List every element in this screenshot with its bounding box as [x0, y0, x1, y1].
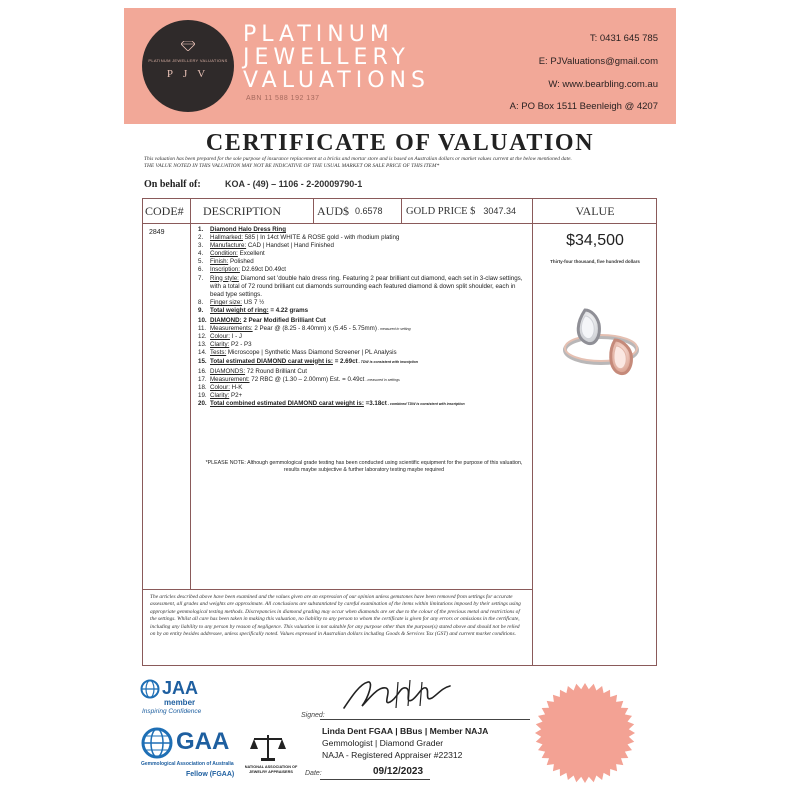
item-text — [210, 358, 418, 366]
item-label: Inscription: — [210, 266, 240, 274]
gaa-globe-icon — [141, 727, 173, 759]
item-number: 3. — [198, 242, 204, 250]
company-seal — [528, 676, 642, 790]
contact-web: W: www.bearbling.com.au — [548, 79, 658, 90]
item-number: 7. — [198, 274, 204, 282]
seal-shape — [535, 683, 635, 783]
item-label: Finish: — [210, 258, 229, 266]
aud-label: AUD$ — [317, 203, 349, 218]
item-number: 8. — [198, 298, 204, 306]
company-logo — [142, 20, 234, 112]
item-text — [210, 226, 286, 234]
item-text — [210, 333, 242, 341]
intro-line-1: This valuation has been prepared for the sole purpose of insurance replacement at a bricks and mortar store and is based on Australian dollars or market values current at the below mentioned date. — [144, 156, 572, 162]
item-number: 12. — [198, 333, 207, 341]
description-item — [198, 317, 530, 325]
item-detail: 2 Pear @ (8.25 - 8.40mm) x (5.45 - 5.75mm) — [252, 325, 377, 333]
aud-value: 0.6578 — [355, 206, 383, 216]
gaa-full-name: Gemmological Association of Australia — [141, 761, 234, 767]
item-text — [210, 317, 326, 325]
item-detail: P2+ — [229, 391, 243, 399]
description-item — [198, 368, 530, 376]
description-item — [198, 258, 530, 266]
item-note: - TDW is consistent with inscription — [357, 359, 418, 364]
description-item — [198, 266, 530, 274]
item-number: 5. — [198, 258, 204, 266]
item-number: 18. — [198, 383, 207, 391]
table-divider-code — [190, 199, 191, 589]
item-code: 2849 — [149, 229, 165, 236]
description-item — [198, 242, 530, 250]
item-label: Condition: — [210, 250, 238, 258]
item-detail: P2 - P3 — [229, 341, 252, 349]
valuation-date: 09/12/2023 — [373, 766, 424, 777]
item-number: 6. — [198, 266, 204, 274]
item-detail: 72 RBC @ (1.30 – 2.00mm) Est. = 0.49ct — [249, 375, 365, 383]
diamond-icon — [181, 41, 195, 51]
item-detail: Microscope | Synthetic Mass Diamond Screener | PL Analysis — [226, 349, 397, 357]
abn-number: ABN 11 588 192 137 — [246, 95, 320, 102]
description-item — [198, 358, 530, 366]
item-label: Diamond Halo Dress Ring — [210, 226, 286, 233]
table-footer-rule — [142, 589, 533, 590]
item-detail: = 4.22 grams — [268, 306, 309, 314]
item-detail: I - J — [229, 333, 242, 341]
description-item — [198, 325, 530, 333]
item-label: Tests: — [210, 349, 227, 357]
brand-line-2: JEWELLERY — [243, 45, 410, 70]
table-divider-desc — [313, 199, 314, 223]
item-detail: US 7 ½ — [241, 298, 265, 306]
testing-note — [198, 460, 530, 474]
item-label: Hallmarked: — [210, 234, 244, 242]
item-label: Colour: — [210, 383, 230, 391]
item-label: Measurements: — [210, 325, 253, 333]
item-number: 15. — [198, 357, 207, 365]
signed-label: Signed: — [301, 712, 325, 719]
item-text — [210, 325, 411, 333]
item-number: 10. — [198, 317, 207, 325]
item-text — [210, 349, 397, 357]
item-text — [210, 242, 334, 250]
gold-value: 3047.34 — [483, 206, 516, 216]
description-item — [198, 349, 530, 357]
item-detail: 72 Round Brilliant Cut — [245, 367, 307, 375]
appraiser-registration: NAJA - Registered Appraiser #22312 — [322, 750, 463, 760]
contact-address: A: PO Box 1511 Beenleigh @ 4207 — [509, 101, 658, 112]
header-code: CODE# — [145, 203, 184, 218]
item-text — [210, 307, 308, 315]
item-label: Clarity: — [210, 391, 230, 399]
item-text — [210, 250, 265, 258]
contact-email: E: PJValuations@gmail.com — [538, 56, 658, 67]
description-item — [198, 341, 530, 349]
behalf-label: On behalf of: — [144, 179, 201, 190]
disclaimer-text: The articles described above have been examined and the values given are an expression of our opinion unless gemstones have been removed from settings for accurate assessment, all grades and weights are approximate. All conclusions are substantiated by careful examination of the items within limitations imposed by their settings using appropriate gemmological testing methods. Discrepancies in diamond grading may occur when diamonds are set due to the colour of the precious metal and restrictions of the settings. Whilst all care has been taken in making this valuation, no liability to any person to whom the certificate is given for any errors or omissions in the certificate, including any liability to any person by reason of negligence. This valuation is not suitable for any purpose other than the purpose(s) stated above and should not be relied on by an entity besides addressee, unless specifically noted. Values expressed in Australian dollars including Goods & Services Tax (GST) and current market conditions. — [150, 594, 521, 638]
item-detail: D2.69ct D0.49ct — [239, 266, 287, 274]
item-detail: = 2.69ct — [332, 357, 358, 365]
contact-phone: T: 0431 645 785 — [589, 33, 658, 44]
item-label: Colour: — [210, 333, 230, 341]
description-item — [198, 234, 530, 242]
item-text — [210, 258, 254, 266]
item-detail: Polished — [228, 258, 254, 266]
item-label: Ring style: — [210, 274, 239, 282]
item-label: DIAMONDS: — [210, 367, 246, 375]
table-divider-value — [532, 199, 533, 666]
jaa-tagline: Inspiring Confidence — [142, 708, 202, 715]
item-text — [210, 234, 399, 242]
table-header-rule — [142, 223, 657, 224]
item-number: 4. — [198, 250, 204, 258]
item-text — [210, 392, 242, 400]
description-list — [198, 226, 530, 408]
item-label: Clarity: — [210, 341, 230, 349]
jaa-logo-text: JAA — [162, 678, 199, 698]
date-line — [320, 779, 430, 780]
description-item — [198, 299, 530, 307]
brand-line-1: PLATINUM — [243, 22, 394, 47]
logo-top-text: PLATINUM JEWELLERY VALUATIONS — [148, 58, 228, 63]
description-item — [198, 376, 530, 384]
valuation-amount: $34,500 — [566, 232, 624, 249]
item-number: 16. — [198, 367, 207, 375]
scales-icon — [248, 733, 288, 763]
item-number: 20. — [198, 399, 207, 407]
item-number: 1. — [198, 226, 204, 233]
signature-image — [338, 676, 456, 714]
intro-line-2: THE VALUE NOTED IN THIS VALUATION MAY NOT BE INDICATIVE OF THE USUAL MARKET OR SALE PRICE OF THIS ITEM* — [144, 163, 440, 169]
certificate-title: CERTIFICATE OF VALUATION — [205, 130, 595, 156]
description-item — [198, 400, 530, 408]
item-detail: CAD | Handset | Hand Finished — [246, 242, 334, 250]
description-item — [198, 275, 530, 299]
item-number: 9. — [198, 306, 204, 314]
jaa-member: member — [164, 698, 196, 707]
item-label: Total combined estimated DIAMOND carat weight is: — [210, 399, 364, 407]
item-text — [210, 266, 286, 274]
description-item — [198, 392, 530, 400]
ring-photo — [555, 288, 651, 390]
date-label: Date: — [305, 770, 322, 777]
testing-note-line-2: results maybe subjective & further laboratory testing maybe required — [283, 467, 445, 473]
gaa-fellow: Fellow (FGAA) — [186, 771, 235, 778]
description-item — [198, 250, 530, 258]
description-item — [198, 333, 530, 341]
table-divider-aud — [401, 199, 402, 223]
item-text — [210, 341, 252, 349]
appraiser-name: Linda Dent FGAA | BBus | Member NAJA — [322, 726, 489, 736]
item-label: DIAMOND: — [210, 317, 242, 325]
item-note: - measured in settings — [364, 377, 400, 382]
header-aud — [317, 199, 401, 223]
item-number: 19. — [198, 391, 207, 399]
item-note: - combined TDW is consistent with inscription — [386, 401, 465, 406]
item-label: Total weight of ring: — [210, 306, 269, 314]
testing-note-line-1: *PLEASE NOTE: Although gemmological grade testing has been conducted using scientific equipment for the purpose of this valuation, — [205, 460, 523, 466]
description-item — [198, 307, 530, 315]
valuation-amount-words: Thirty-four thousand, five hundred dollars — [550, 259, 640, 264]
header-description: DESCRIPTION — [203, 203, 282, 218]
item-number: 17. — [198, 375, 207, 383]
header-value: VALUE — [575, 203, 615, 218]
jaa-globe-icon — [140, 679, 160, 699]
signature-line — [320, 719, 530, 720]
gaa-logo-text: GAA — [176, 728, 230, 755]
item-label: Manufacture: — [210, 242, 247, 250]
item-number: 11. — [198, 325, 207, 333]
item-number: 13. — [198, 341, 207, 349]
item-text — [210, 299, 264, 307]
brand-line-3: VALUATIONS — [243, 68, 430, 93]
item-text — [210, 400, 465, 408]
item-detail: =3.18ct — [363, 399, 387, 407]
item-detail: H-K — [229, 383, 243, 391]
item-detail: 585 | In 14ct WHITE & ROSE gold - with rhodium plating — [243, 234, 400, 242]
behalf-value: KOA - (49) – 1106 - 2-20009790-1 — [225, 179, 363, 189]
gold-label: GOLD PRICE $ — [406, 205, 476, 217]
item-label: Total estimated DIAMOND carat weight is: — [210, 357, 333, 365]
item-text — [210, 384, 242, 392]
item-label: Finger size: — [210, 298, 242, 306]
item-label: Measurement: — [210, 375, 250, 383]
header-gold-price — [406, 199, 532, 223]
appraiser-role: Gemmologist | Diamond Grader — [322, 738, 444, 748]
description-item — [198, 384, 530, 392]
intro-text — [144, 156, 664, 170]
item-number: 2. — [198, 234, 204, 242]
item-text — [210, 275, 530, 299]
najaa-text: NATIONAL ASSOCIATION OF JEWELRY APPRAISERS — [244, 765, 298, 774]
item-text — [210, 376, 400, 384]
description-item — [198, 226, 530, 234]
item-number: 14. — [198, 349, 207, 357]
item-detail: Excellent — [237, 250, 265, 258]
item-detail: Diamond set 'double halo dress ring. Featuring 2 pear brilliant cut diamond, each set in 3-claw settings, with a total of 72 round brilliant cut diamonds surrounding each featured diamond & down split shoulder, each in bead type settings. — [210, 274, 523, 298]
item-detail: 2 Pear Modified Brilliant Cut — [241, 317, 326, 325]
item-note: - measured in setting — [376, 327, 411, 332]
item-text — [210, 368, 307, 376]
logo-initials: PJV — [166, 68, 216, 80]
